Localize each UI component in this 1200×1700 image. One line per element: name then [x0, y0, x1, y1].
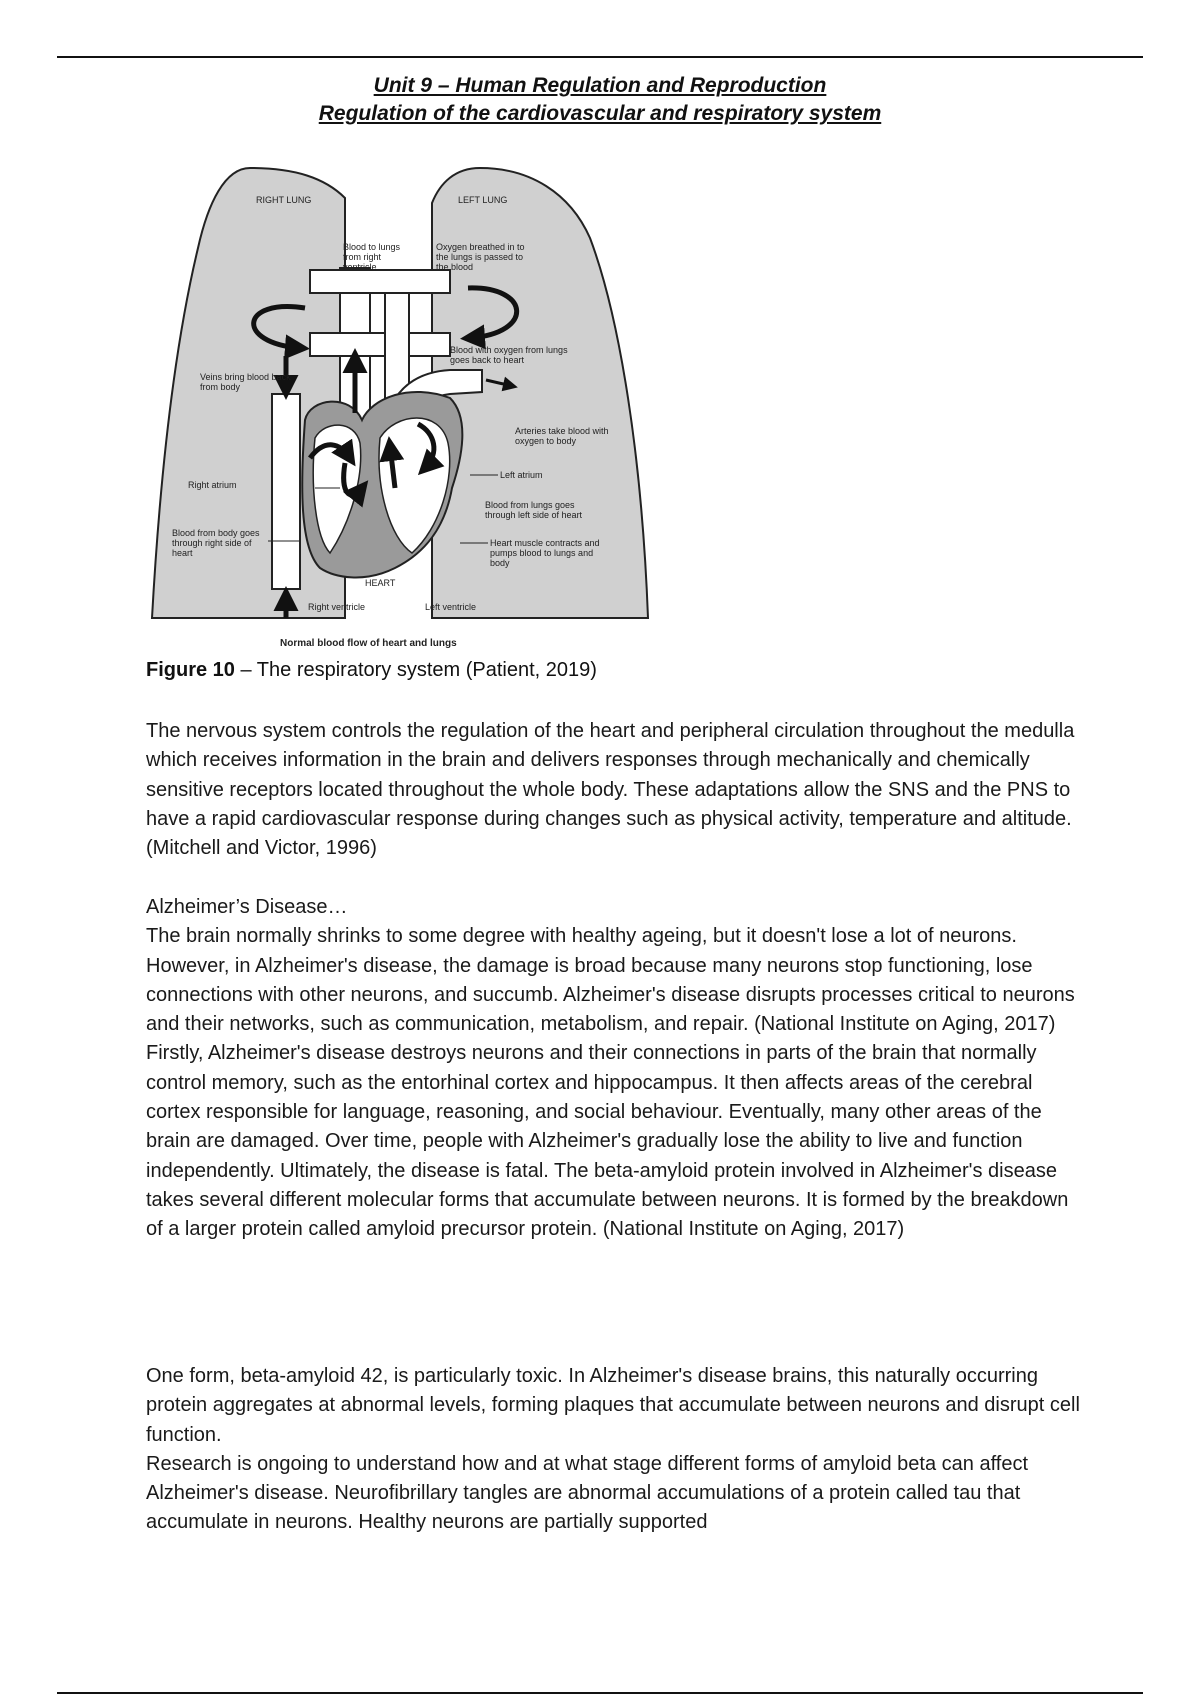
label-blood-to-lungs: Blood to lungs — [343, 242, 401, 252]
label-left-side-2: through left side of heart — [485, 510, 583, 520]
label-right-ventricle: Right ventricle — [308, 602, 366, 612]
label-blood-to-lungs-2: from right — [343, 252, 382, 262]
top-rule — [57, 56, 1143, 58]
paragraph-destroys-neurons: Firstly, Alzheimer's disease destroys neurons and their connections in parts of the brain that normally control memory, such as the entorhinal cortex and hippocampus. It then affects areas of the cerebral cortex responsible for language, reasoning, and social behaviour. Eventually, many other areas of the brain are damaged. Over time, people with Alzheimer's gradually lose the ability to live and function independently. Ultimately, the disease is fatal. The beta-amyloid protein involved in Alzheimer's disease takes several different molecular forms that accumulate between neurons. It is formed by the breakdown of a larger protein called amyloid precursor protein. (National Institute on Aging, 2017) — [146, 1042, 1069, 1241]
bottom-rule — [57, 1692, 1143, 1694]
label-arteries: Arteries take blood with — [515, 426, 609, 436]
label-right-side-2: through right side of — [172, 538, 252, 548]
diagram-title: Normal blood flow of heart and lungs — [280, 638, 457, 649]
heart-lungs-diagram — [150, 158, 660, 658]
label-veins: Veins bring blood back — [200, 372, 291, 382]
left-lung-label: LEFT LUNG — [458, 195, 508, 205]
paragraph-nervous-system: The nervous system controls the regulation of the heart and peripheral circulation throughout the medulla which receives information in the brain and delivers responses through mechanically and chemically sensitive receptors located throughout the whole body. These adaptations allow the SNS and the PNS to have a rapid cardiovascular response during changes such as physical activity, temperature and altitude. (Mitchell and Victor, 1996) — [146, 720, 1075, 860]
label-muscle-3: body — [490, 558, 510, 568]
label-arteries-2: oxygen to body — [515, 436, 577, 446]
section-title: Regulation of the cardiovascular and respiratory system — [318, 102, 882, 125]
label-left-atrium: Left atrium — [500, 470, 543, 480]
vena-cava — [272, 394, 300, 589]
label-left-side: Blood from lungs goes — [485, 500, 575, 510]
paragraph-nervous-system-block — [146, 717, 1086, 863]
label-blood-oxygen-2: goes back to heart — [450, 355, 525, 365]
label-blood-to-lungs-3: ventricle — [343, 262, 377, 272]
amyloid-section — [146, 1362, 1086, 1538]
right-lung-label: RIGHT LUNG — [256, 195, 312, 205]
paragraph-research-ongoing: Research is ongoing to understand how and at what stage different forms of amyloid beta can affect Alzheimer's disease. Neurofibrillary tangles are abnormal accumulations of a protein called tau that accumulate in neurons. Healthy neurons are partially supported — [146, 1452, 1029, 1534]
figure-caption — [146, 659, 597, 682]
caption-label: Figure 10 — [146, 659, 235, 681]
paragraph-damage-broad: However, in Alzheimer's disease, the damage is broad because many neurons stop functioning, lose connections with other neurons, and succumb. Alzheimer's disease disrupts processes critical to neurons and their networks, such as communication, metabolism, and repair. (National Institute on Aging, 2017) — [146, 954, 1075, 1036]
caption-text: – The respiratory system (Patient, 2019) — [234, 659, 597, 681]
label-right-atrium: Right atrium — [188, 480, 237, 490]
label-muscle: Heart muscle contracts and — [490, 538, 600, 548]
section-heading-alzheimers: Alzheimer’s Disease… — [146, 896, 348, 918]
paragraph-brain-shrinks: The brain normally shrinks to some degree with healthy ageing, but it doesn't lose a lot of neurons. — [146, 925, 1017, 948]
label-right-side-3: heart — [172, 548, 193, 558]
unit-title: Unit 9 – Human Regulation and Reproduction — [373, 74, 827, 97]
label-right-side: Blood from body goes — [172, 528, 260, 538]
label-oxygen: Oxygen breathed in to — [436, 242, 525, 252]
page-header — [0, 72, 1200, 128]
label-blood-oxygen: Blood with oxygen from lungs — [450, 345, 568, 355]
label-left-ventricle: Left ventricle — [425, 602, 477, 612]
paragraph-beta-amyloid-42: One form, beta-amyloid 42, is particularly toxic. In Alzheimer's disease brains, this naturally occurring protein aggregates at abnormal levels, forming plaques that accumulate between neurons and disrupt cell function. — [146, 1365, 1080, 1446]
label-oxygen-2: the lungs is passed to — [436, 252, 524, 262]
label-muscle-2: pumps blood to lungs and — [490, 548, 594, 558]
label-oxygen-3: the blood — [436, 262, 474, 272]
alzheimers-section — [146, 893, 1086, 1245]
label-veins-2: from body — [200, 382, 241, 392]
label-heart: HEART — [365, 578, 396, 588]
